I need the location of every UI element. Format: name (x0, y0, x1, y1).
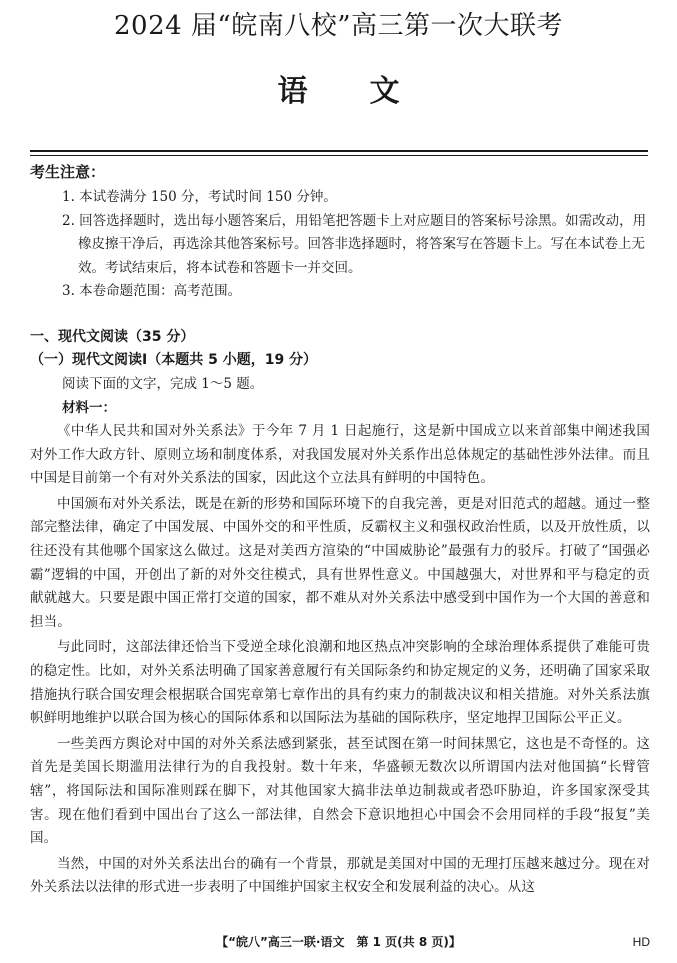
notice-item: 1. 本试卷满分 150 分，考试时间 150 分钟。 (62, 189, 337, 205)
paragraph: 《中华人民共和国对外关系法》于今年 7 月 1 日起施行，这是新中国成立以来首部集中阐述我国对外工作大政方针、原则立场和制度体系，对我国发展对外关系作出总体规定的基础性涉外法律。而且中国是目前第一个有对外关系法的国家，因此这个立法具有鲜明的中国特色。 (30, 423, 650, 487)
material-label: 材料一： (62, 400, 116, 416)
notice-heading: 考生注意： (30, 163, 106, 181)
header-divider-thick (30, 150, 648, 152)
exam-title: 2024 届“皖南八校”高三第一次大联考 (113, 11, 564, 41)
paragraph: 一些美西方舆论对中国的对外关系法感到紧张，甚至试图在第一时间抹黑它，这也是不奇怪的。这首先是美国长期滥用法律行为的自我投射。数十年来，华盛顿无数次以所谓国内法对他国搞“长臂管辖”，将国际法和国际准则踩在脚下，对其他国家大搞非法单边制裁或者恐吓胁迫，许多国家深受其害。现在他们看到中国出台了这么一部法律，自然会下意识地担心中国会不会用同样的手段“报复”美国。 (30, 735, 651, 847)
material-body (30, 420, 650, 902)
paragraph: 中国颁布对外关系法，既是在新的形势和国际环境下的自我完善，更是对旧范式的超越。通过一整部完整法律，确定了中国发展、中国外交的和平性质，反霸权主义和强权政治性质，以及开放性质，以往还没有其他哪个国家这么做过。这是对美西方渲染的“中国威胁论”最强有力的驳斥。打破了“国强必霸”逻辑的中国，开创出了新的对外交往模式，具有世界性意义。中国越强大，对世界和平与稳定的贡献就越大。只要是跟中国正常打交道的国家，都不难从对外关系法中感受到中国作为一个大国的善意和担当。 (30, 495, 650, 630)
part-heading: 一、现代文阅读（35 分） (30, 329, 195, 345)
header-divider-thin (30, 155, 648, 156)
reading-instruction: 阅读下面的文字，完成 1～5 题。 (62, 376, 264, 392)
notice-list (62, 186, 650, 304)
notice-item: 2. 回答选择题时，选出每小题答案后，用铅笔把答题卡上对应题目的答案标号涂黑。如需改动，用橡皮擦干净后，再选涂其他答案标号。回答非选择题时，将答案写在答题卡上。写在本试卷上无效。考试结束后，将本试卷和答题卡一并交回。 (62, 212, 647, 276)
notice-item: 3. 本卷命题范围：高考范围。 (62, 283, 242, 299)
footer-page-info: 【“皖八”高三一联·语文 第 1 页(共 8 页)】 (216, 935, 461, 949)
subpart-heading: （一）现代文阅读Ⅰ（本题共 5 小题，19 分） (30, 352, 318, 368)
subject-title: 语文 (277, 74, 462, 109)
paragraph: 当然，中国的对外关系法出台的确有一个背景，那就是美国对中国的无理打压越来越过分。现在对外关系法以法律的形式进一步表明了中国维护国家主权安全和发展利益的决心。从这 (30, 855, 650, 896)
paragraph: 与此同时，这部法律还恰当下受逆全球化浪潮和地区热点冲突影响的全球治理体系提供了难能可贵的稳定性。比如，对外关系法明确了国家善意履行有关国际条约和协定规定的义务，还明确了国家采取措施执行联合国安理会根据联合国宪章第七章作出的具有约束力的制裁决议和相关措施。对外关系法旗帜鲜明地维护以联合国为核心的国际体系和以国际法为基础的国际秩序，坚定地捍卫国际公平正义。 (30, 639, 650, 727)
footer-code: HD (632, 935, 650, 949)
